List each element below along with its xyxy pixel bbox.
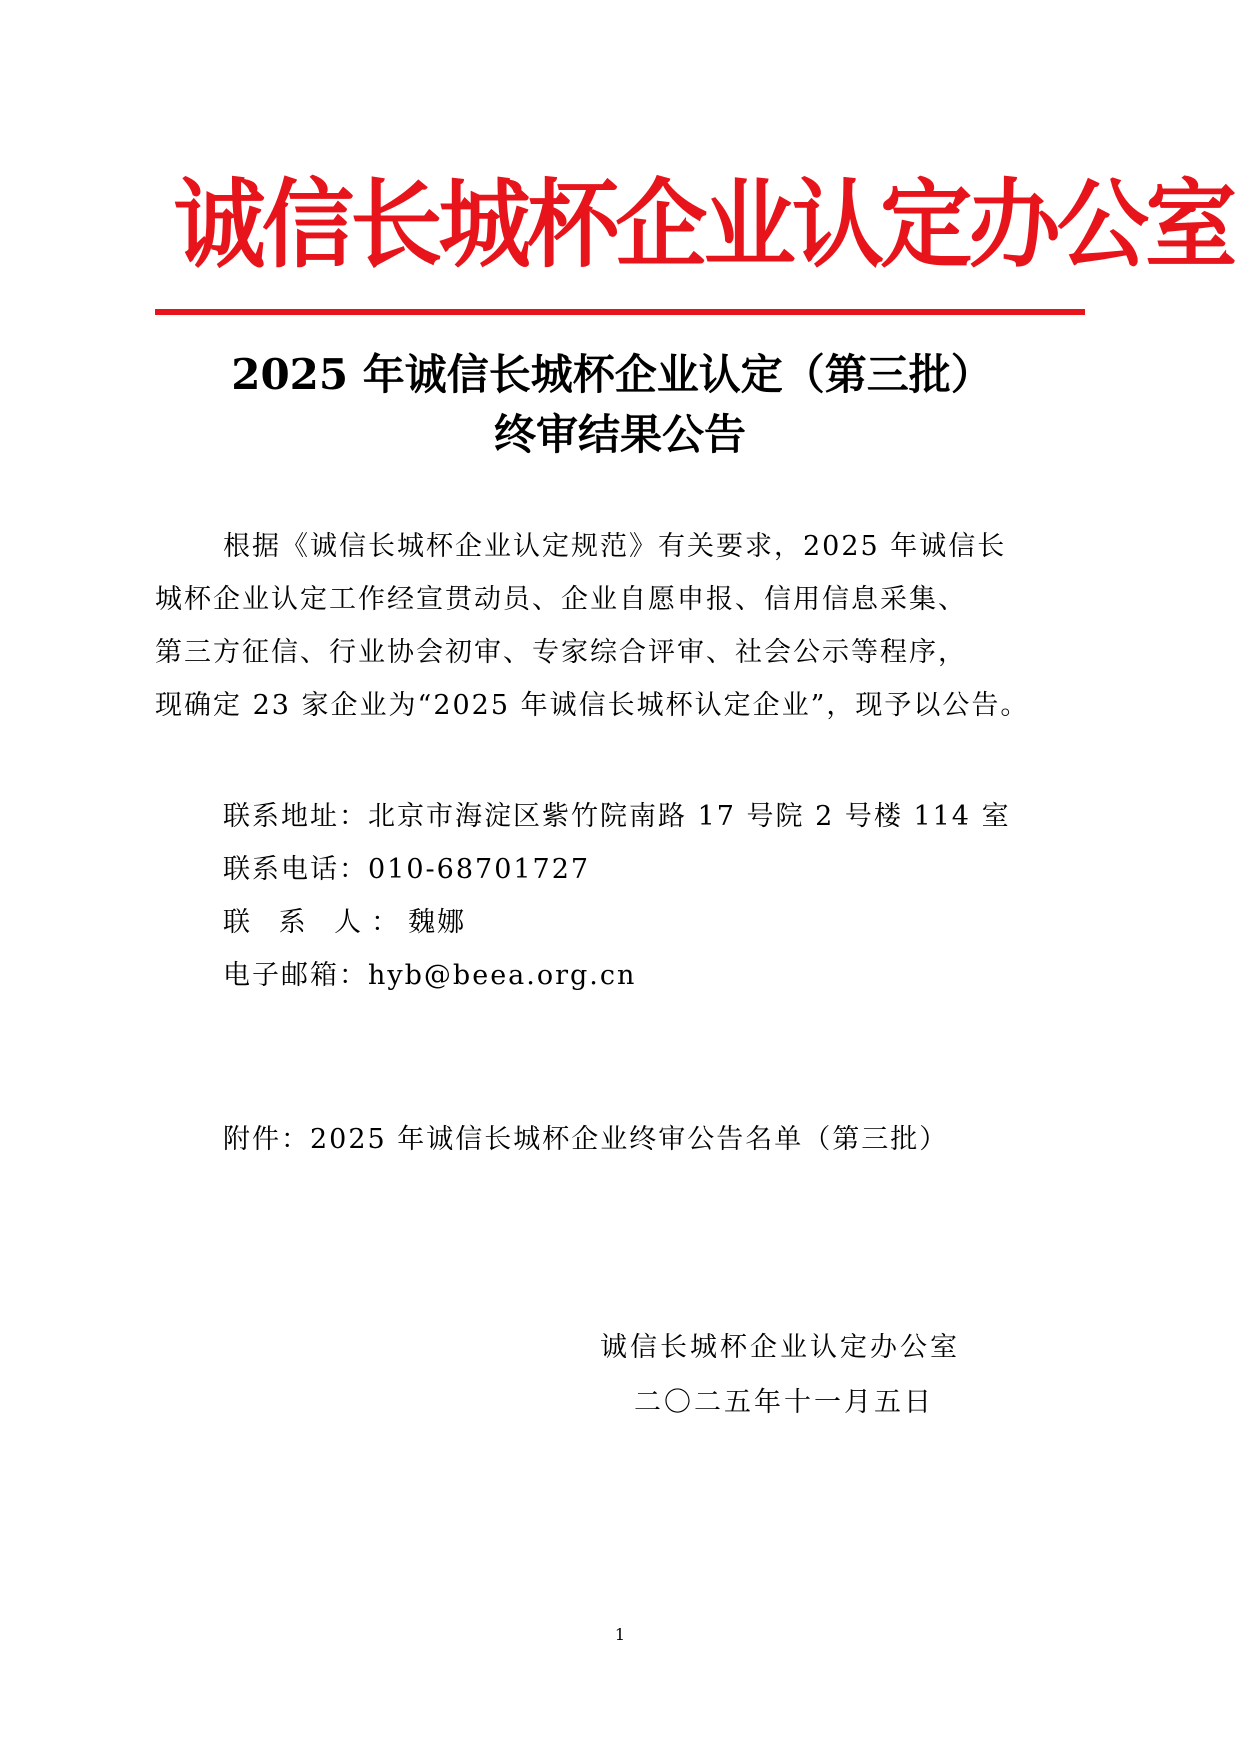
announcement-title-line-1: 2025 年诚信长城杯企业认定（第三批）	[231, 350, 993, 399]
body-line: 现确定 23 家企业为“2025 年诚信长城杯认定企业”，现予以公告。	[155, 690, 1030, 721]
announcement-title-line-2: 终审结果公告	[493, 410, 746, 459]
contact-email	[223, 956, 636, 996]
contact-email-label: 电子邮箱：	[223, 960, 368, 991]
contact-email-value: hyb@beea.org.cn	[368, 960, 637, 991]
attachment-label: 附件：	[223, 1124, 310, 1155]
issue-date: 二〇二五年十一月五日	[634, 1387, 934, 1418]
contact-phone-value: 010-68701727	[368, 854, 591, 885]
contact-person	[223, 903, 466, 943]
issuer-signature: 诚信长城杯企业认定办公室	[600, 1332, 960, 1363]
body-line: 根据《诚信长城杯企业认定规范》有关要求，2025 年诚信长	[223, 531, 1007, 562]
contact-address	[223, 797, 1011, 837]
body-line: 第三方征信、行业协会初审、专家综合评审、社会公示等程序，	[155, 637, 967, 668]
body-line: 城杯企业认定工作经宣贯动员、企业自愿申报、信用信息采集、	[155, 584, 967, 615]
contact-address-label: 联系地址：	[223, 801, 368, 832]
red-divider	[155, 309, 1085, 315]
contact-address-value: 北京市海淀区紫竹院南路 17 号院 2 号楼 114 室	[368, 801, 1011, 832]
masthead-title: 诚信长城杯企业认定办公室	[173, 169, 1234, 281]
contact-person-label: 联 系 人：	[223, 907, 409, 938]
attachment-note	[223, 1120, 948, 1160]
announcement-body	[155, 520, 1085, 732]
attachment-value: 2025 年诚信长城杯企业终审公告名单（第三批）	[310, 1124, 949, 1155]
page-number: 1	[614, 1625, 626, 1644]
contact-phone-label: 联系电话：	[223, 854, 368, 885]
contact-person-value: 魏娜	[408, 907, 467, 938]
contact-phone	[223, 850, 590, 890]
